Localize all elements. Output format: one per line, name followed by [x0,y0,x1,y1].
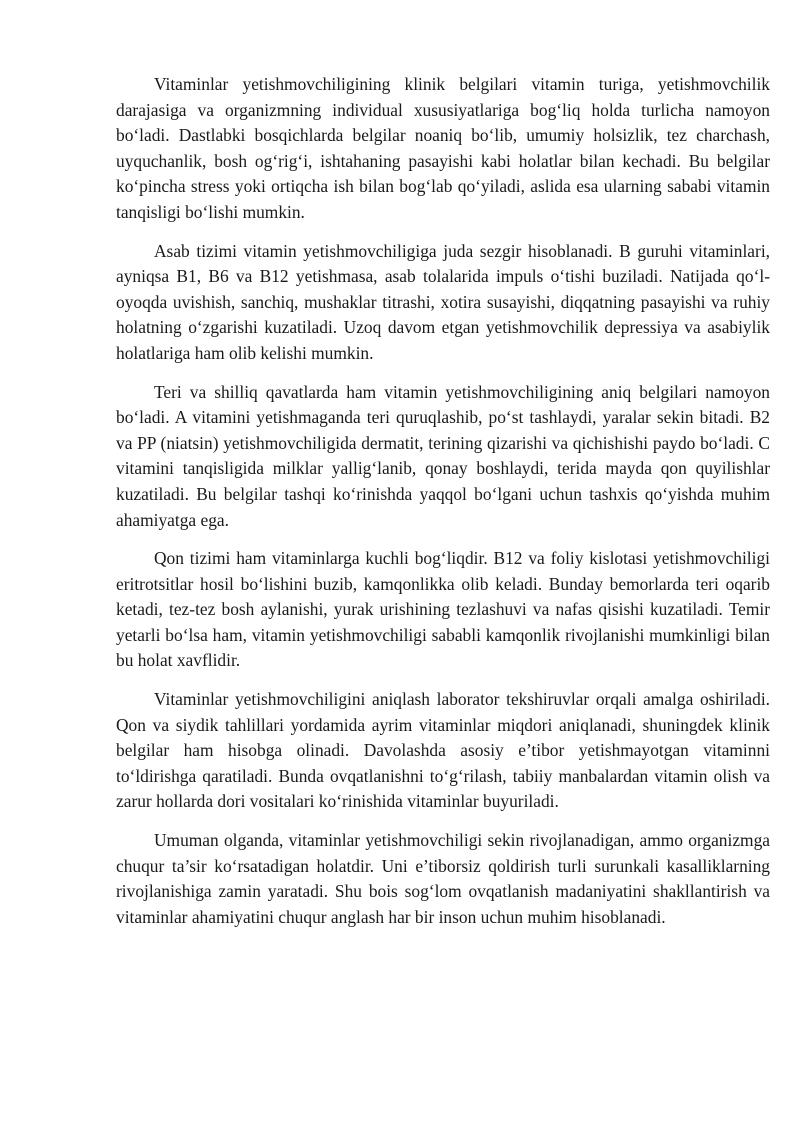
paragraph: Vitaminlar yetishmovchiligining klinik belgilari vitamin turiga, yetishmovchilik darajasiga va organizmning individual xususiyatlariga bog‘liq holda turlicha namoyon bo‘ladi. Dastlabki bosqichlarda belgilar noaniq bo‘lib, umumiy holsizlik, tez charchash, uyquchanlik, bosh og‘rig‘i, ishtahaning pasayishi kabi holatlar bilan kechadi. Bu belgilar ko‘pincha stress yoki ortiqcha ish bilan bog‘lab qo‘yiladi, aslida esa ularning sababi vitamin tanqisligi bo‘lishi mumkin. [116,74,770,222]
paragraph: Vitaminlar yetishmovchiligini aniqlash laborator tekshiruvlar orqali amalga oshiriladi. Qon va siydik tahlillari yordamida ayrim vitaminlar miqdori aniqlanadi, shuningdek klinik belgilar ham hisobga olinadi. Davolashda asosiy e’tibor yetishmayotgan vitaminni to‘ldirishga qaratiladi. Bunda ovqatlanishni to‘g‘rilash, tabiiy manbalardan vitamin olish va zarur hollarda dori vositalari ko‘rinishida vitaminlar buyuriladi. [116,689,770,812]
paragraph: Asab tizimi vitamin yetishmovchiligiga juda sezgir hisoblanadi. B guruhi vitaminlari, ayniqsa B1, B6 va B12 yetishmasa, asab tolalarida impuls o‘tishi buziladi. Natijada qo‘l-oyoqda uvishish, sanchiq, mushaklar titrashi, xotira susayishi, diqqatning pasayishi va ruhiy holatning o‘zgarishi kuzatiladi. Uzoq davom etgan yetishmovchilik depressiya va asabiylik holatlariga ham olib kelishi mumkin. [116,240,770,363]
document-page [116,72,770,943]
paragraph: Qon tizimi ham vitaminlarga kuchli bog‘liqdir. B12 va foliy kislotasi yetishmovchiligi eritrotsitlar hosil bo‘lishini buzib, kamqonlikka olib keladi. Bunday bemorlarda teri oqarib ketadi, tez-tez bosh aylanishi, yurak urishining tezlashuvi va nafas qisishi kuzatiladi. Temir yetarli bo‘lsa ham, vitamin yetishmovchiligi sababli kamqonlik rivojlanishi mumkinligi bilan bu holat xavflidir. [116,548,770,671]
paragraph: Umuman olganda, vitaminlar yetishmovchiligi sekin rivojlanadigan, ammo organizmga chuqur ta’sir ko‘rsatadigan holatdir. Uni e’tiborsiz qoldirish turli surunkali kasalliklarning rivojlanishiga zamin yaratadi. Shu bois sog‘lom ovqatlanish madaniyatini shakllantirish va vitaminlar ahamiyatini chuqur anglash har bir inson uchun muhim hisoblanadi. [116,830,770,927]
paragraph: Teri va shilliq qavatlarda ham vitamin yetishmovchiligining aniq belgilari namoyon bo‘ladi. A vitamini yetishmaganda teri quruqlashib, po‘st tashlaydi, yaralar sekin bitadi. B2 va PP (niatsin) yetishmovchiligida dermatit, terining qizarishi va qichishishi paydo bo‘ladi. C vitamini tanqisligida milklar yallig‘lanib, qonay boshlaydi, terida mayda qon quyilishlar kuzatiladi. Bu belgilar tashqi ko‘rinishda yaqqol bo‘lgani uchun tashxis qo‘yishda muhim ahamiyatga ega. [116,381,770,530]
